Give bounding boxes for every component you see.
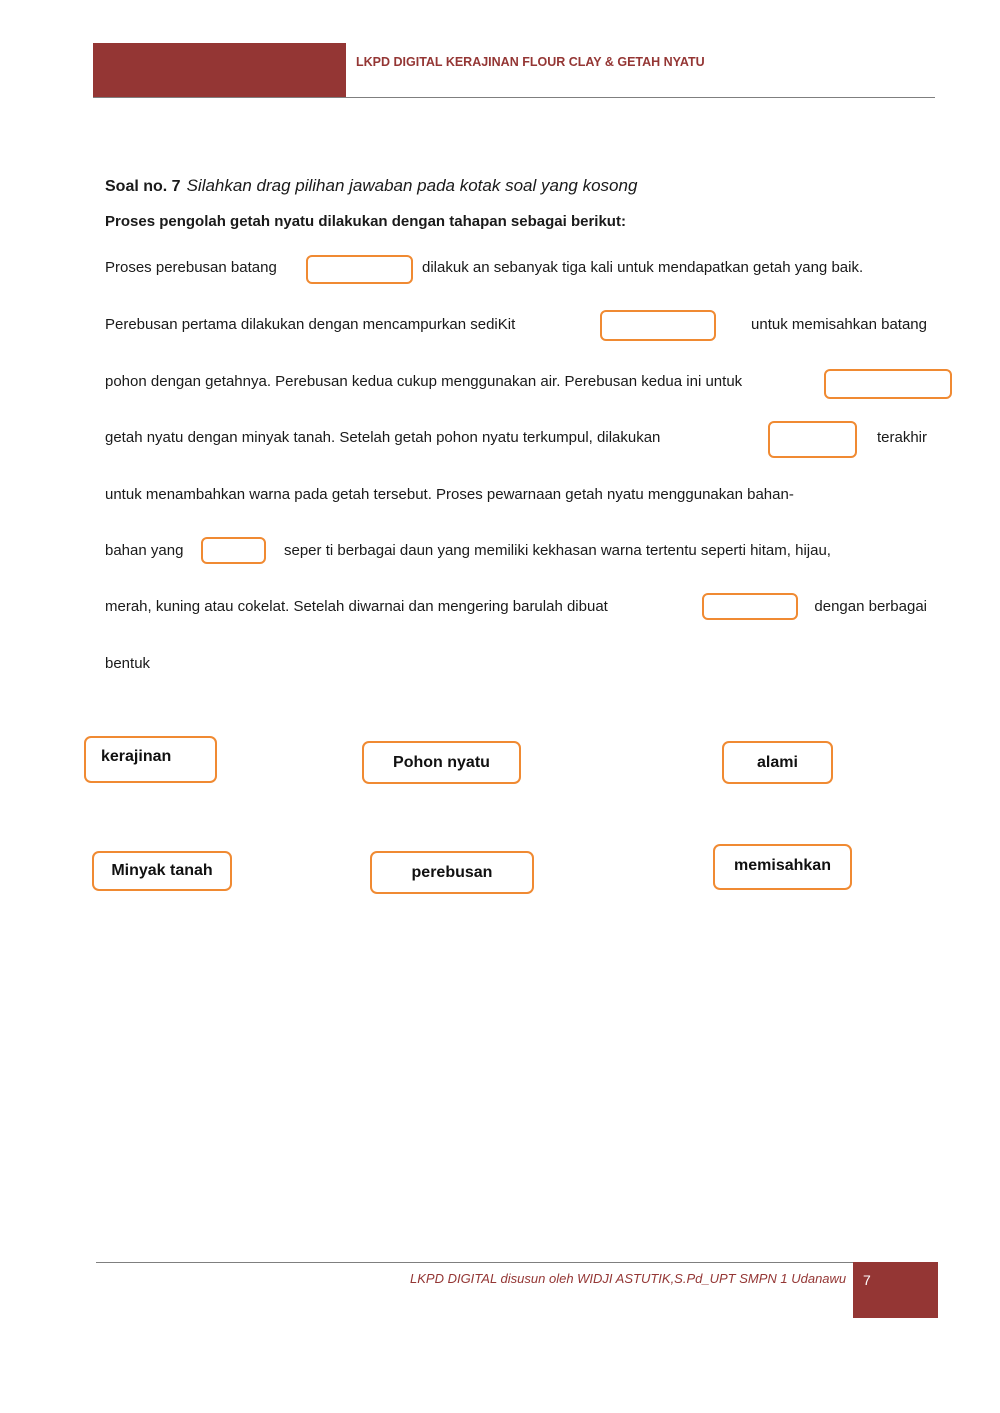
footer-credit: LKPD DIGITAL disusun oleh WIDJI ASTUTIK,S.Pd_UPT SMPN 1 Udanawu <box>410 1271 847 1286</box>
passage-text: Perebusan pertama dilakukan dengan mencampurkan sediKit <box>105 316 516 333</box>
passage-text: untuk memisahkan batang <box>751 316 927 333</box>
passage-text: dilakuk an sebanyak tiga kali untuk mendapatkan getah yang baik. <box>422 259 864 276</box>
passage-line-1 <box>105 258 927 278</box>
question-number: Soal no. 7 <box>105 178 181 195</box>
passage-text: bentuk <box>105 655 151 672</box>
header-color-block <box>93 43 346 98</box>
choice-memisahkan[interactable]: memisahkan <box>713 844 852 890</box>
passage-line-3 <box>105 372 927 392</box>
passage-text: bahan yang <box>105 542 184 559</box>
passage-text: getah nyatu dengan minyak tanah. Setelah getah pohon nyatu terkumpul, dilakukan <box>105 429 661 446</box>
answer-slot-1[interactable] <box>306 255 413 284</box>
question-heading <box>105 176 637 196</box>
choice-alami[interactable]: alami <box>722 741 833 784</box>
passage-text: pohon dengan getahnya. Perebusan kedua cukup menggunakan air. Perebusan kedua ini untuk <box>105 373 743 390</box>
passage-text: Proses perebusan batang <box>105 259 277 276</box>
passage-line-7 <box>105 597 927 617</box>
header-divider <box>93 97 935 98</box>
footer-divider <box>96 1262 853 1263</box>
answer-slot-6[interactable] <box>702 593 798 620</box>
footer-color-block <box>853 1262 938 1318</box>
choice-perebusan[interactable]: perebusan <box>370 851 534 894</box>
passage-line-8 <box>105 654 927 674</box>
passage-line-5 <box>105 485 927 505</box>
question-instruction: Silahkan drag pilihan jawaban pada kotak soal yang kosong <box>186 176 638 195</box>
page-number: 7 <box>863 1272 871 1288</box>
question-subtitle: Proses pengolah getah nyatu dilakukan dengan tahapan sebagai berikut: <box>105 213 626 230</box>
passage-text: terakhir <box>876 429 927 446</box>
header-title: LKPD DIGITAL KERAJINAN FLOUR CLAY & GETAH NYATU <box>356 55 705 69</box>
answer-slot-5[interactable] <box>201 537 266 564</box>
passage-text: merah, kuning atau cokelat. Setelah diwarnai dan mengering barulah dibuat <box>105 598 608 615</box>
answer-slot-4[interactable] <box>768 421 857 458</box>
answer-slot-3[interactable] <box>824 369 952 399</box>
passage-text: dengan berbagai <box>814 598 927 615</box>
choice-kerajinan[interactable]: kerajinan <box>84 736 217 783</box>
answer-slot-2[interactable] <box>600 310 716 341</box>
choice-pohon-nyatu[interactable]: Pohon nyatu <box>362 741 521 784</box>
passage-text: seper ti berbagai daun yang memiliki kekhasan warna tertentu seperti hitam, hijau, <box>284 542 831 559</box>
choice-minyak-tanah[interactable]: Minyak tanah <box>92 851 232 891</box>
passage-line-2 <box>105 315 927 335</box>
passage-text: untuk menambahkan warna pada getah tersebut. Proses pewarnaan getah nyatu menggunakan bahan- <box>105 486 794 503</box>
